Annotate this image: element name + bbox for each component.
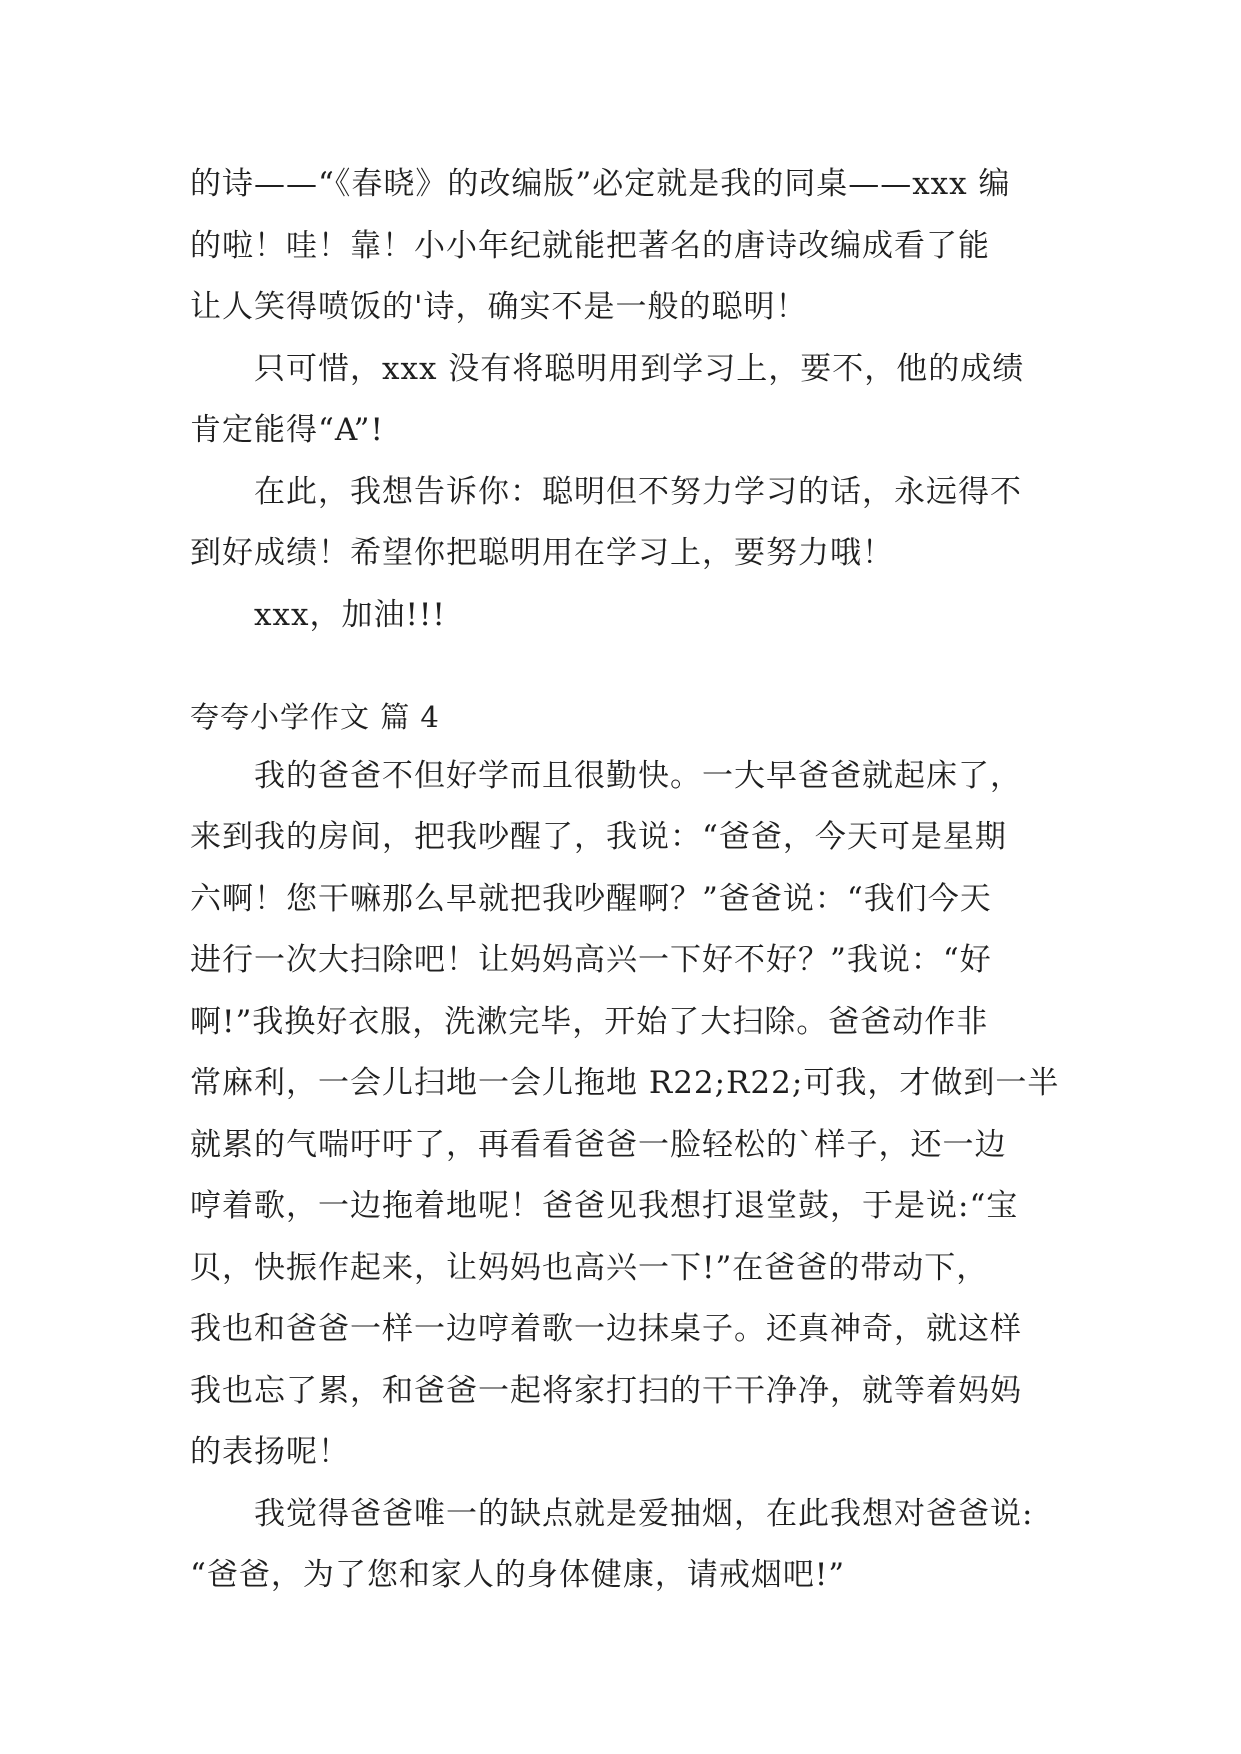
paragraph-5-line-5: 啊!”我换好衣服，洗漱完毕，开始了大扫除。爸爸动作非 xyxy=(190,1004,989,1040)
paragraph-3-line-1: 在此，我想告诉你：聪明但不努力学习的话，永远得不 xyxy=(254,474,1022,510)
paragraph-6-line-1: 我觉得爸爸唯一的缺点就是爱抽烟，在此我想对爸爸说: xyxy=(254,1496,1034,1532)
paragraph-4-line-1: xxx，加油!!! xyxy=(254,597,446,633)
paragraph-5-line-6: 常麻利，一会儿扫地一会儿拖地 R22;R22;可我，才做到一半 xyxy=(190,1065,1060,1101)
paragraph-1-line-1: 的诗——“《春晓》的改编版”必定就是我的同桌——xxx 编 xyxy=(190,166,1011,202)
paragraph-5-line-4: 进行一次大扫除吧！让妈妈高兴一下好不好？”我说：“好 xyxy=(190,942,992,978)
paragraph-1-line-3: 让人笑得喷饭的'诗，确实不是一般的聪明！ xyxy=(190,289,808,325)
section-heading: 夸夸小学作文 篇 4 xyxy=(190,700,440,734)
paragraph-3-line-2: 到好成绩！希望你把聪明用在学习上，要努力哦！ xyxy=(190,535,894,571)
paragraph-5-line-1: 我的爸爸不但好学而且很勤快。一大早爸爸就起床了， xyxy=(254,758,1022,794)
paragraph-5-line-8: 哼着歌，一边拖着地呢！爸爸见我想打退堂鼓，于是说:“宝 xyxy=(190,1188,1019,1224)
paragraph-5-line-7: 就累的气喘吁吁了，再看看爸爸一脸轻松的`样子，还一边 xyxy=(190,1127,1007,1163)
paragraph-5-line-9: 贝，快振作起来，让妈妈也高兴一下!”在爸爸的带动下， xyxy=(190,1250,989,1286)
paragraph-5-line-3: 六啊！您干嘛那么早就把我吵醒啊？”爸爸说：“我们今天 xyxy=(190,881,992,917)
paragraph-5-line-12: 的表扬呢！ xyxy=(190,1434,350,1470)
paragraph-2-line-1: 只可惜，xxx 没有将聪明用到学习上，要不，他的成绩 xyxy=(254,351,1025,387)
paragraph-6-line-2: “爸爸，为了您和家人的身体健康，请戒烟吧!” xyxy=(190,1557,846,1593)
paragraph-5-line-11: 我也忘了累，和爸爸一起将家打扫的干干净净，就等着妈妈 xyxy=(190,1373,1022,1409)
paragraph-1-line-2: 的啦！哇！靠！小小年纪就能把著名的唐诗改编成看了能 xyxy=(190,228,990,264)
paragraph-5-line-10: 我也和爸爸一样一边哼着歌一边抹桌子。还真神奇，就这样 xyxy=(190,1311,1022,1347)
paragraph-2-line-2: 肯定能得“A”! xyxy=(190,412,384,448)
paragraph-5-line-2: 来到我的房间，把我吵醒了，我说：“爸爸，今天可是星期 xyxy=(190,819,1007,855)
